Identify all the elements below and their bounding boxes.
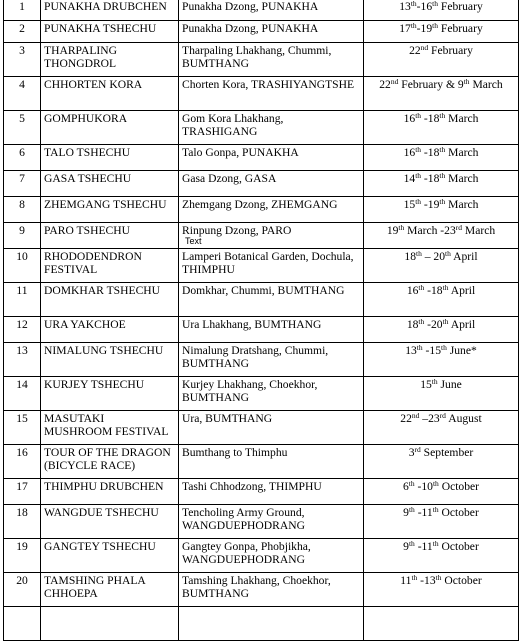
- table-row: [4, 539, 519, 573]
- row-number: 15: [4, 411, 41, 445]
- festival-venue: Punakha Dzong, PUNAKHA: [179, 0, 364, 21]
- row-number: 11: [4, 283, 41, 317]
- festival-name: THARPALING THONGDROL: [41, 43, 179, 77]
- ordinal-suffix: nd: [411, 411, 420, 420]
- ordinal-suffix: th: [415, 145, 422, 154]
- ordinal-suffix: th: [439, 197, 446, 206]
- row-number: 2: [4, 21, 41, 43]
- table-row: [4, 111, 519, 145]
- festival-venue: Gasa Dzong, GASA: [179, 171, 364, 197]
- ordinal-suffix: th: [463, 77, 470, 86]
- table-row: [4, 197, 519, 223]
- ordinal-suffix: th: [410, 21, 417, 30]
- table-row: [4, 445, 519, 479]
- festival-venue: Domkhar, Chummi, BUMTHANG: [179, 283, 364, 317]
- ordinal-suffix: th: [432, 21, 438, 30]
- festival-venue: Punakha Dzong, PUNAKHA: [179, 21, 364, 43]
- table-row: [4, 21, 519, 43]
- row-number: 19: [4, 539, 41, 573]
- festival-date: 9th -11th October: [364, 539, 519, 573]
- festival-venue: [179, 607, 364, 641]
- table-row: [4, 479, 519, 505]
- ordinal-suffix: th: [432, 0, 438, 8]
- ordinal-suffix: th: [408, 539, 415, 548]
- ordinal-suffix: th: [408, 479, 415, 488]
- ordinal-suffix: th: [410, 0, 417, 8]
- ordinal-suffix: th: [442, 283, 449, 292]
- row-number: 7: [4, 171, 41, 197]
- row-number: 12: [4, 317, 41, 343]
- festival-venue: Bumthang to Thimphu: [179, 445, 364, 479]
- table-row: [4, 283, 519, 317]
- row-number: 10: [4, 249, 41, 283]
- festival-venue: Ura, BUMTHANG: [179, 411, 364, 445]
- ordinal-suffix: th: [441, 343, 447, 352]
- festival-venue: Tamshing Lhakhang, Choekhor, BUMTHANG: [179, 573, 364, 607]
- ordinal-suffix: th: [415, 171, 422, 180]
- row-number: 9: [4, 223, 41, 249]
- festival-date: 22nd February: [364, 43, 519, 77]
- table-row: [4, 505, 519, 539]
- ordinal-suffix: nd: [390, 77, 399, 86]
- table-row: [4, 607, 519, 641]
- ordinal-suffix: th: [415, 111, 422, 120]
- ordinal-suffix: th: [398, 223, 405, 232]
- festival-name: PUNAKHA TSHECHU: [41, 21, 179, 43]
- festival-date: 15th June: [364, 377, 519, 411]
- table-row: [4, 249, 519, 283]
- row-number: 17: [4, 479, 41, 505]
- ordinal-suffix: th: [415, 249, 422, 258]
- ordinal-suffix: th: [432, 505, 439, 514]
- festival-date: 18th – 20th April: [364, 249, 519, 283]
- row-number: 8: [4, 197, 41, 223]
- ordinal-suffix: rd: [414, 445, 421, 454]
- festival-name: NIMALUNG TSHECHU: [41, 343, 179, 377]
- festival-name: WANGDUE TSHECHU: [41, 505, 179, 539]
- festival-name: TAMSHING PHALA CHHOEPA: [41, 573, 179, 607]
- festival-venue: Gom Kora Lhakhang, TRASHIGANG: [179, 111, 364, 145]
- table-row: [4, 171, 519, 197]
- table-row: [4, 145, 519, 171]
- table-row: [4, 43, 519, 77]
- table-row: [4, 77, 519, 111]
- festival-date: 15th -19th March: [364, 197, 519, 223]
- festival-name: MASUTAKI MUSHROOM FESTIVAL: [41, 411, 179, 445]
- festival-name: RHODODENDRON FESTIVAL: [41, 249, 179, 283]
- festival-date: 16th -18th April: [364, 283, 519, 317]
- festival-name: PUNAKHA DRUBCHEN: [41, 0, 179, 21]
- ordinal-suffix: th: [415, 197, 422, 206]
- festival-venue: Tharpaling Lhakhang, Chummi, BUMTHANG: [179, 43, 364, 77]
- ordinal-suffix: th: [445, 249, 451, 258]
- table-row: [4, 0, 519, 21]
- festival-date: 14th -18th March: [364, 171, 519, 197]
- ordinal-suffix: nd: [420, 43, 429, 52]
- ordinal-suffix: th: [435, 573, 442, 582]
- table-row: [4, 223, 519, 249]
- row-number: 14: [4, 377, 41, 411]
- row-number: 20: [4, 573, 41, 607]
- festival-date: 11th -13th October: [364, 573, 519, 607]
- festival-venue: Zhemgang Dzong, ZHEMGANG: [179, 197, 364, 223]
- row-number: 16: [4, 445, 41, 479]
- festival-name: ZHEMGANG TSHECHU: [41, 197, 179, 223]
- festival-date: 13th -15th June*: [364, 343, 519, 377]
- ordinal-suffix: th: [439, 145, 446, 154]
- festival-date: 3rd September: [364, 445, 519, 479]
- festival-date: 13th-16th February: [364, 0, 519, 21]
- row-number: 1: [4, 0, 41, 21]
- venue-text: Rinpung Dzong, PARO: [182, 224, 292, 237]
- row-number: 4: [4, 77, 41, 111]
- festival-venue: Chorten Kora, TRASHIYANGTSHE: [179, 77, 364, 111]
- row-number: 18: [4, 505, 41, 539]
- row-number: 5: [4, 111, 41, 145]
- festival-venue: Tashi Chhodzong, THIMPHU: [179, 479, 364, 505]
- festival-date: 9th -11th October: [364, 505, 519, 539]
- table-row: [4, 411, 519, 445]
- ordinal-suffix: th: [416, 343, 423, 352]
- festival-venue: Lamperi Botanical Garden, Dochula, THIMPHU: [179, 249, 364, 283]
- table-row: [4, 343, 519, 377]
- festival-venue: Talo Gonpa, PUNAKHA: [179, 145, 364, 171]
- ordinal-suffix: rd: [455, 223, 463, 232]
- festival-date: 18th -20th April: [364, 317, 519, 343]
- festival-date: [364, 607, 519, 641]
- table-row: [4, 317, 519, 343]
- ordinal-suffix: th: [431, 377, 438, 386]
- venue-note: Text: [185, 236, 202, 246]
- festival-name: DOMKHAR TSHECHU: [41, 283, 179, 317]
- row-number: [4, 607, 41, 641]
- festival-name: KURJEY TSHECHU: [41, 377, 179, 411]
- row-number: 13: [4, 343, 41, 377]
- festival-date: 16th -18th March: [364, 145, 519, 171]
- ordinal-suffix: th: [408, 505, 415, 514]
- table-row: [4, 377, 519, 411]
- row-number: 3: [4, 43, 41, 77]
- festival-venue: Tencholing Army Ground, WANGDUEPHODRANG: [179, 505, 364, 539]
- festival-date: 17th-19th February: [364, 21, 519, 43]
- ordinal-suffix: th: [432, 479, 439, 488]
- festival-name: TOUR OF THE DRAGON (BICYCLE RACE): [41, 445, 179, 479]
- festival-venue: Gangtey Gonpa, Phobjikha, WANGDUEPHODRANG: [179, 539, 364, 573]
- festival-venue: [179, 223, 364, 249]
- ordinal-suffix: th: [442, 317, 449, 326]
- festival-venue: Nimalung Dratshang, Chummi, BUMTHANG: [179, 343, 364, 377]
- festival-date: 16th -18th March: [364, 111, 519, 145]
- festival-name: CHHORTEN KORA: [41, 77, 179, 111]
- festival-name: TALO TSHECHU: [41, 145, 179, 171]
- row-number: 6: [4, 145, 41, 171]
- festival-venue: Ura Lhakhang, BUMTHANG: [179, 317, 364, 343]
- festival-name: GANGTEY TSHECHU: [41, 539, 179, 573]
- ordinal-suffix: rd: [439, 411, 446, 420]
- festival-date: 19th March -23rd March: [364, 223, 519, 249]
- festival-table-body: [4, 0, 519, 641]
- festival-name: THIMPHU DRUBCHEN: [41, 479, 179, 505]
- festival-date: 6th -10th October: [364, 479, 519, 505]
- festival-table: [3, 0, 519, 641]
- festival-name: GOMPHUKORA: [41, 111, 179, 145]
- ordinal-suffix: th: [418, 317, 425, 326]
- festival-name: URA YAKCHOE: [41, 317, 179, 343]
- festival-name: [41, 607, 179, 641]
- festival-date: 22nd –23rd August: [364, 411, 519, 445]
- ordinal-suffix: th: [439, 171, 446, 180]
- ordinal-suffix: th: [418, 283, 425, 292]
- festival-venue: Kurjey Lhakhang, Choekhor, BUMTHANG: [179, 377, 364, 411]
- table-row: [4, 573, 519, 607]
- festival-date: 22nd February & 9th March: [364, 77, 519, 111]
- ordinal-suffix: th: [439, 111, 446, 120]
- festival-name: GASA TSHECHU: [41, 171, 179, 197]
- festival-name: PARO TSHECHU: [41, 223, 179, 249]
- ordinal-suffix: th: [411, 573, 418, 582]
- ordinal-suffix: th: [432, 539, 439, 548]
